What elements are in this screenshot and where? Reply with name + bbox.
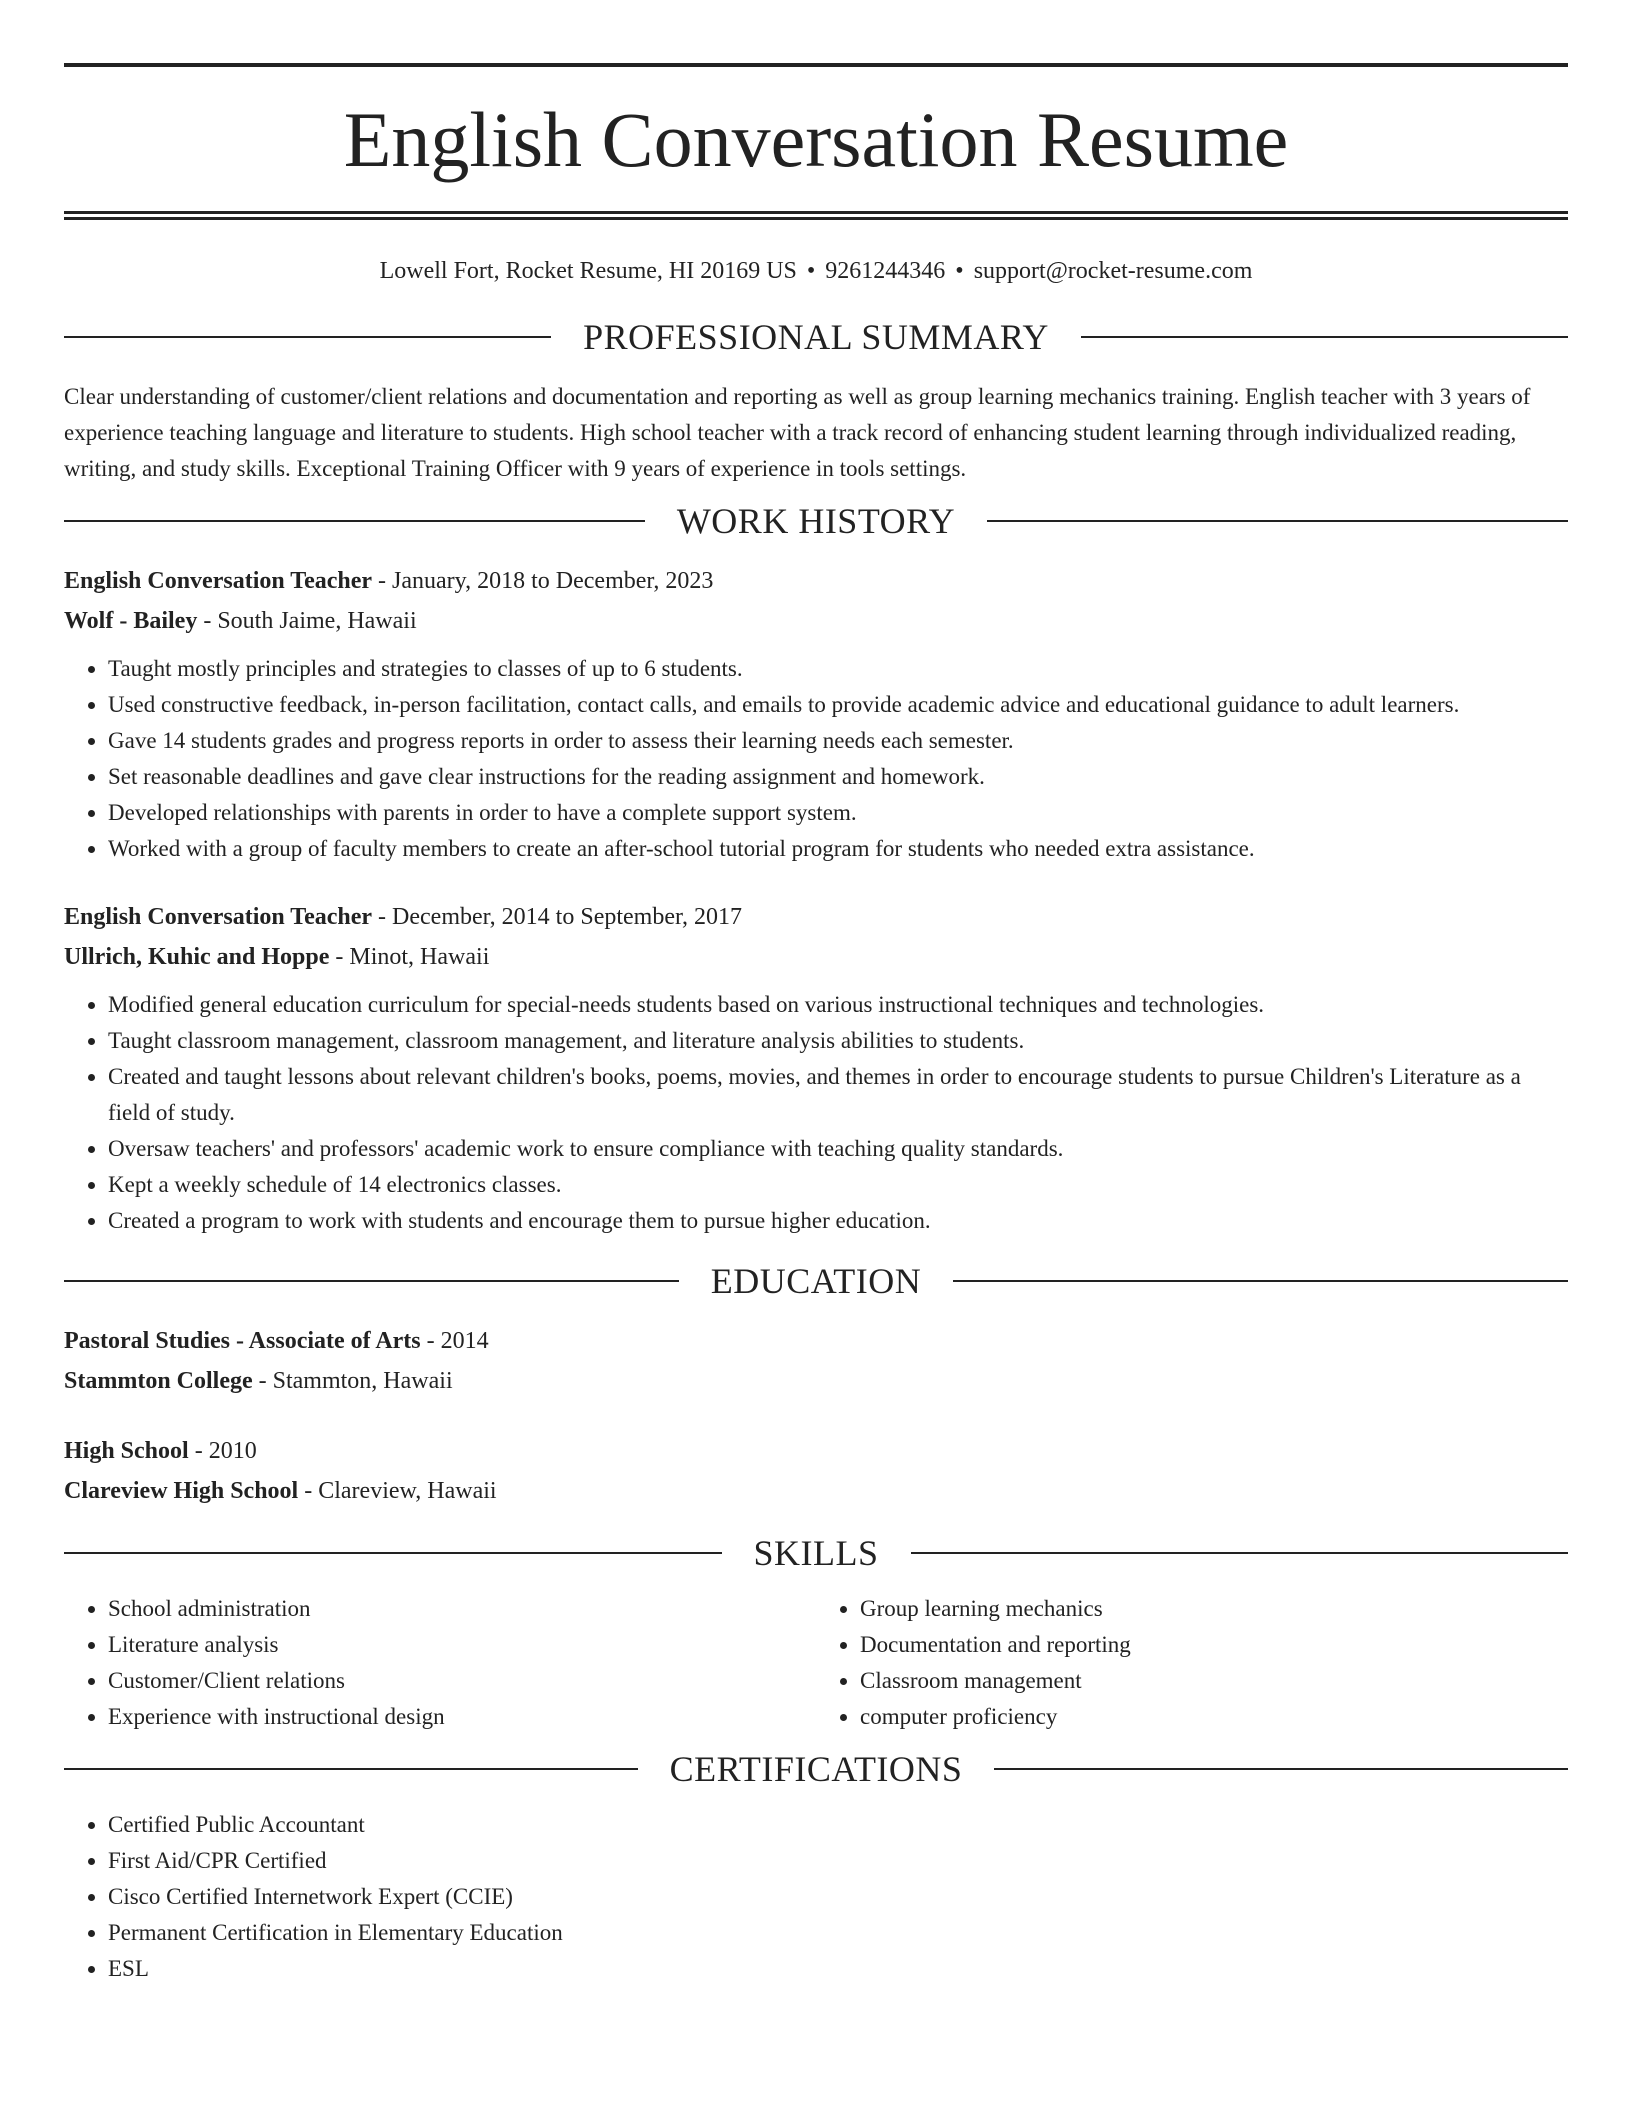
list-item: • Classroom management: [860, 1663, 1568, 1699]
job-location: - South Jaime, Hawaii: [197, 608, 417, 634]
job-entry: [64, 897, 1568, 1239]
skills-list-right: [816, 1591, 1568, 1735]
resume-page: [64, 63, 1568, 1987]
job-company-line: [64, 601, 1568, 641]
heading-rule: [987, 520, 1568, 522]
education-school: Stammton College: [64, 1368, 253, 1394]
title-double-rule: [64, 211, 1568, 220]
job-title-line: [64, 561, 1568, 601]
contact-phone: 9261244346: [825, 258, 946, 284]
section-title: EDUCATION: [710, 1261, 922, 1301]
education-degree-line: [64, 1321, 1568, 1361]
list-item: • Customer/Client relations: [108, 1663, 816, 1699]
resume-title: English Conversation Resume: [343, 96, 1289, 183]
skills-grid: [64, 1591, 1568, 1735]
education-entry: [64, 1431, 1568, 1511]
job-bullets: [64, 651, 1568, 867]
heading-rule: [953, 1280, 1568, 1282]
list-item: • Worked with a group of faculty members to create an after-school tutorial program for students who needed extra assistance.: [108, 831, 1568, 867]
list-item: • Used constructive feedback, in-person facilitation, contact calls, and emails to provide academic advice and educational guidance to adult learners.: [108, 687, 1568, 723]
job-company: Ullrich, Kuhic and Hoppe: [64, 944, 330, 970]
contact-separator: •: [955, 258, 964, 284]
section-title: CERTIFICATIONS: [669, 1749, 963, 1789]
certifications-list: [64, 1807, 1568, 1987]
list-item: • Literature analysis: [108, 1627, 816, 1663]
education-year: - 2014: [420, 1328, 489, 1354]
list-item: • Permanent Certification in Elementary Education: [108, 1915, 1568, 1951]
education-year: - 2010: [188, 1438, 257, 1464]
heading-rule: [64, 520, 645, 522]
list-item: • Certified Public Accountant: [108, 1807, 1568, 1843]
contact-email: support@rocket-resume.com: [973, 258, 1253, 284]
skills-list-left: [64, 1591, 816, 1735]
education-entry: [64, 1321, 1568, 1401]
section-title: SKILLS: [753, 1533, 879, 1573]
section-heading-summary: [64, 317, 1568, 357]
heading-rule: [64, 1280, 679, 1282]
list-item: • Created a program to work with students and encourage them to pursue higher education.: [108, 1203, 1568, 1239]
section-title: PROFESSIONAL SUMMARY: [583, 317, 1049, 357]
heading-rule: [64, 1552, 722, 1554]
education-school-line: [64, 1471, 1568, 1511]
job-title: English Conversation Teacher: [64, 904, 373, 930]
heading-rule: [64, 1768, 638, 1770]
job-location: - Minot, Hawaii: [329, 944, 490, 970]
job-title-line: [64, 897, 1568, 937]
job-bullets: [64, 987, 1568, 1239]
list-item: • Gave 14 students grades and progress reports in order to assess their learning needs each semester.: [108, 723, 1568, 759]
section-title: WORK HISTORY: [676, 501, 956, 541]
list-item: • Cisco Certified Internetwork Expert (CCIE): [108, 1879, 1568, 1915]
education-school: Clareview High School: [64, 1478, 299, 1504]
list-item: • Set reasonable deadlines and gave clear instructions for the reading assignment and homework.: [108, 759, 1568, 795]
education-location: - Stammton, Hawaii: [252, 1368, 453, 1394]
list-item: • Group learning mechanics: [860, 1591, 1568, 1627]
education-degree: High School: [64, 1438, 189, 1464]
list-item: • Kept a weekly schedule of 14 electronics classes.: [108, 1167, 1568, 1203]
job-company: Wolf - Bailey: [64, 608, 198, 634]
top-rule: [64, 63, 1568, 67]
section-heading-education: [64, 1261, 1568, 1301]
education-degree: Pastoral Studies - Associate of Arts: [64, 1328, 421, 1354]
list-item: • School administration: [108, 1591, 816, 1627]
contact-separator: •: [806, 258, 816, 284]
list-item: • First Aid/CPR Certified: [108, 1843, 1568, 1879]
job-company-line: [64, 937, 1568, 977]
list-item: • Created and taught lessons about relevant children's books, poems, movies, and themes in order to encourage students to pursue Children's Literature as a field of study.: [108, 1059, 1568, 1131]
job-title: English Conversation Teacher: [64, 568, 373, 594]
list-item: • Experience with instructional design: [108, 1699, 816, 1735]
heading-rule: [64, 336, 551, 338]
section-heading-work-history: [64, 501, 1568, 541]
summary-text: Clear understanding of customer/client relations and documentation and reporting as well as group learning mechanics training. English teacher with 3 years of experience teaching language and literature to students. High school teacher with a track record of enhancing student learning through individualized reading, writing, and study skills. Exceptional Training Officer with 9 years of experience in tools settings.: [64, 384, 1531, 481]
education-degree-line: [64, 1431, 1568, 1471]
list-item: • Taught classroom management, classroom management, and literature analysis abilities to students.: [108, 1023, 1568, 1059]
job-dates: - January, 2018 to December, 2023: [372, 568, 714, 594]
heading-rule: [911, 1552, 1569, 1554]
section-heading-skills: [64, 1533, 1568, 1573]
heading-rule: [994, 1768, 1568, 1770]
list-item: • Developed relationships with parents in order to have a complete support system.: [108, 795, 1568, 831]
job-entry: [64, 561, 1568, 867]
list-item: • Oversaw teachers' and professors' academic work to ensure compliance with teaching quality standards.: [108, 1131, 1568, 1167]
section-heading-certifications: [64, 1749, 1568, 1789]
list-item: • Documentation and reporting: [860, 1627, 1568, 1663]
job-dates: - December, 2014 to September, 2017: [372, 904, 743, 930]
contact-address: Lowell Fort, Rocket Resume, HI 20169 US: [379, 258, 797, 284]
education-school-line: [64, 1361, 1568, 1401]
heading-rule: [1081, 336, 1568, 338]
education-location: - Clareview, Hawaii: [298, 1478, 497, 1504]
list-item: • Modified general education curriculum for special-needs students based on various instructional techniques and technologies.: [108, 987, 1568, 1023]
contact-line: [64, 256, 1568, 286]
list-item: • Taught mostly principles and strategies to classes of up to 6 students.: [108, 651, 1568, 687]
list-item: • computer proficiency: [860, 1699, 1568, 1735]
list-item: • ESL: [108, 1951, 1568, 1987]
